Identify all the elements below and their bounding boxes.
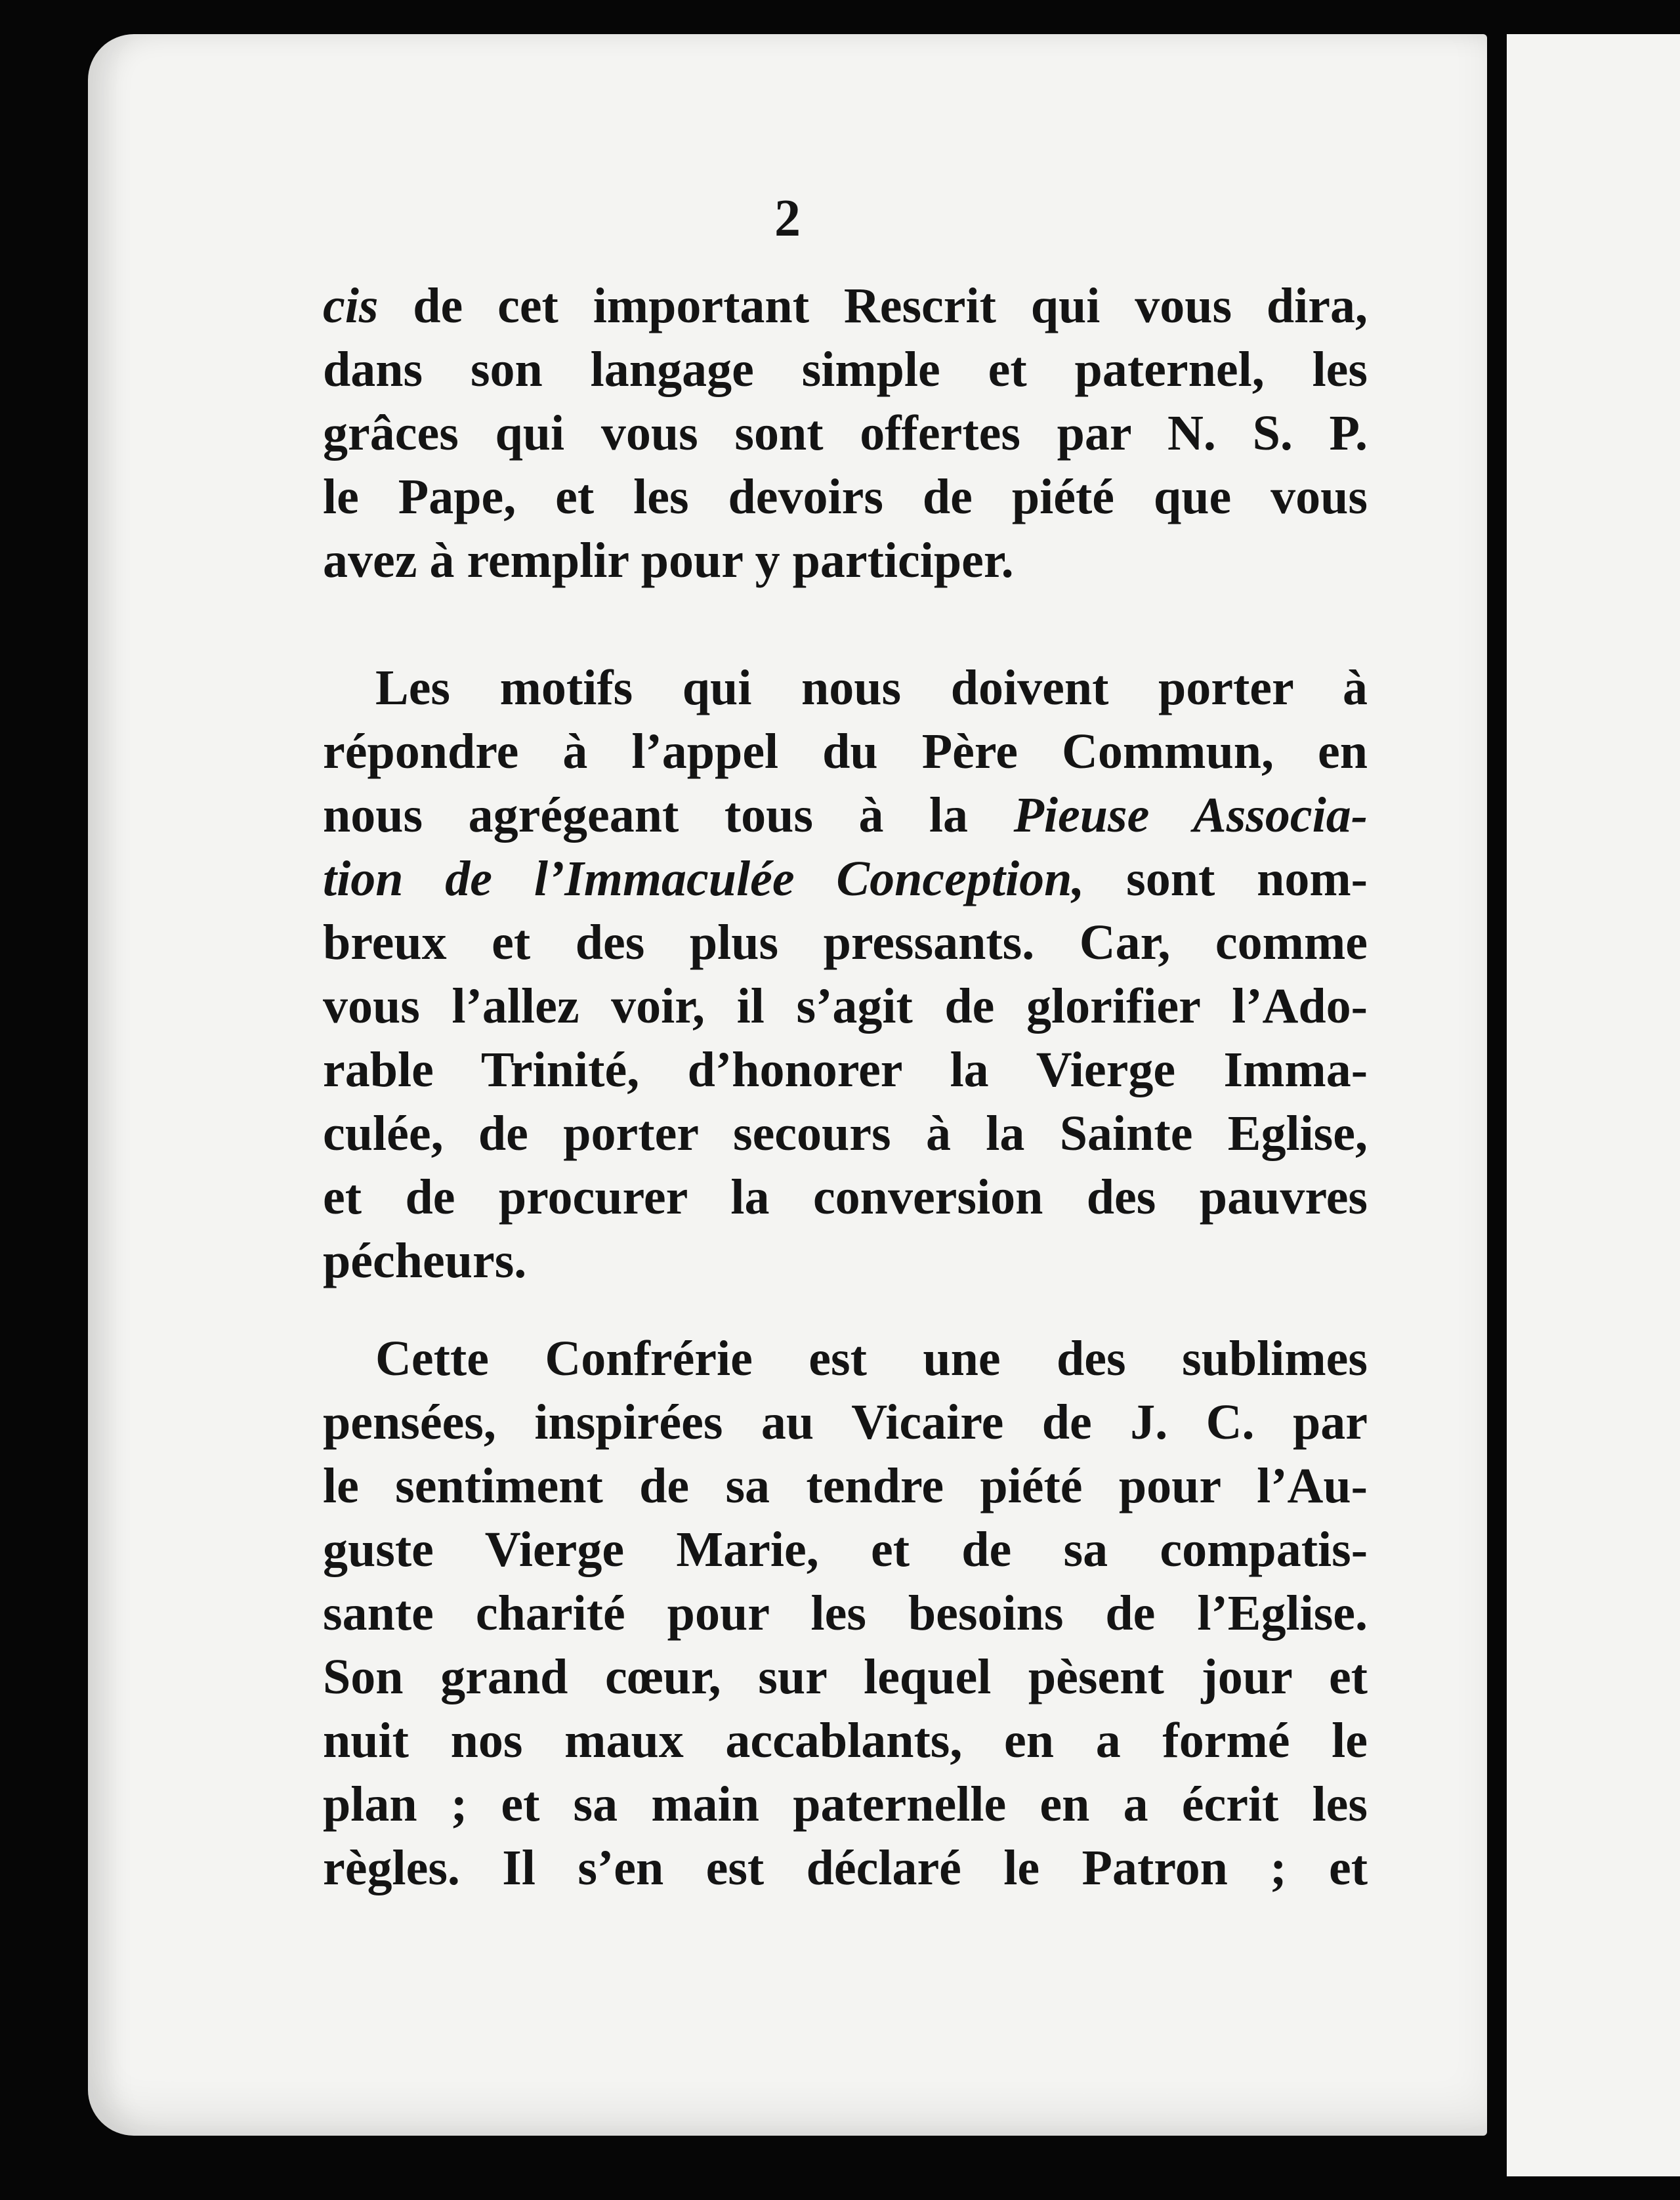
text-span: nuit nos maux accablants, en a formé le (323, 1713, 1368, 1768)
text-line (323, 1645, 1368, 1708)
text-line (323, 1166, 1368, 1229)
text-line (323, 847, 1368, 910)
text-line (323, 529, 1368, 592)
text-span: Son grand cœur, sur lequel pèsent jour et (323, 1649, 1368, 1704)
italic-text-span: tion de l’Immaculée Conception, (323, 851, 1085, 906)
text-span: règles. Il s’en est déclaré le Patron ; et (323, 1840, 1368, 1895)
italic-text-span: Pieuse Associa- (1013, 788, 1368, 843)
text-line (323, 402, 1368, 465)
book-page (88, 34, 1487, 2136)
text-line (323, 1327, 1368, 1390)
facing-page-edge (1507, 34, 1680, 2176)
text-span: sont nom- (1084, 851, 1368, 906)
text-span: le sentiment de sa tendre piété pour l’Au- (323, 1458, 1368, 1513)
text-span: Cette Confrérie est une des sublimes (375, 1331, 1368, 1386)
text-span: sante charité pour les besoins de l’Eglise. (323, 1586, 1368, 1641)
text-span: nous agrégeant tous à la (323, 788, 1014, 843)
text-line (323, 720, 1368, 783)
text-span: guste Vierge Marie, et de sa compatis- (323, 1522, 1368, 1577)
text-span: avez à remplir pour y participer. (323, 533, 1014, 588)
text-line (323, 338, 1368, 401)
text-line (323, 1102, 1368, 1165)
italic-text-span: cis (323, 278, 379, 333)
text-line (323, 975, 1368, 1038)
text-span: pensées, inspirées au Vicaire de J. C. par (323, 1395, 1368, 1450)
page-number: 2 (774, 190, 801, 247)
text-span: et de procurer la conversion des pauvres (323, 1170, 1368, 1225)
text-line (323, 784, 1368, 847)
text-span: rable Trinité, d’honorer la Vierge Imma- (323, 1042, 1368, 1097)
text-line (323, 1391, 1368, 1454)
text-line (323, 1229, 1368, 1292)
text-span: culée, de porter secours à la Sainte Eglise, (323, 1106, 1368, 1161)
text-span: dans son langage simple et paternel, les (323, 342, 1368, 397)
text-line (323, 1038, 1368, 1101)
text-line (323, 1709, 1368, 1772)
text-span: breux et des plus pressants. Car, comme (323, 915, 1368, 970)
text-span: grâces qui vous sont offertes par N. S. P. (323, 406, 1368, 461)
text-line (323, 274, 1368, 337)
text-span: le Pape, et les devoirs de piété que vous (323, 469, 1368, 524)
text-span: répondre à l’appel du Père Commun, en (323, 724, 1368, 779)
text-span: plan ; et sa main paternelle en a écrit les (323, 1777, 1368, 1832)
text-span: Les motifs qui nous doivent porter à (375, 660, 1368, 715)
text-line (323, 1773, 1368, 1836)
text-span: de cet important Rescrit qui vous dira, (378, 278, 1368, 333)
text-span: pécheurs. (323, 1233, 527, 1288)
text-span: vous l’allez voir, il s’agit de glorifier l’Ado- (323, 979, 1368, 1034)
text-line (323, 465, 1368, 528)
text-line (323, 1836, 1368, 1899)
text-line (323, 1518, 1368, 1581)
text-line (323, 656, 1368, 719)
text-line (323, 1582, 1368, 1645)
text-line (323, 1454, 1368, 1517)
text-line (323, 911, 1368, 974)
